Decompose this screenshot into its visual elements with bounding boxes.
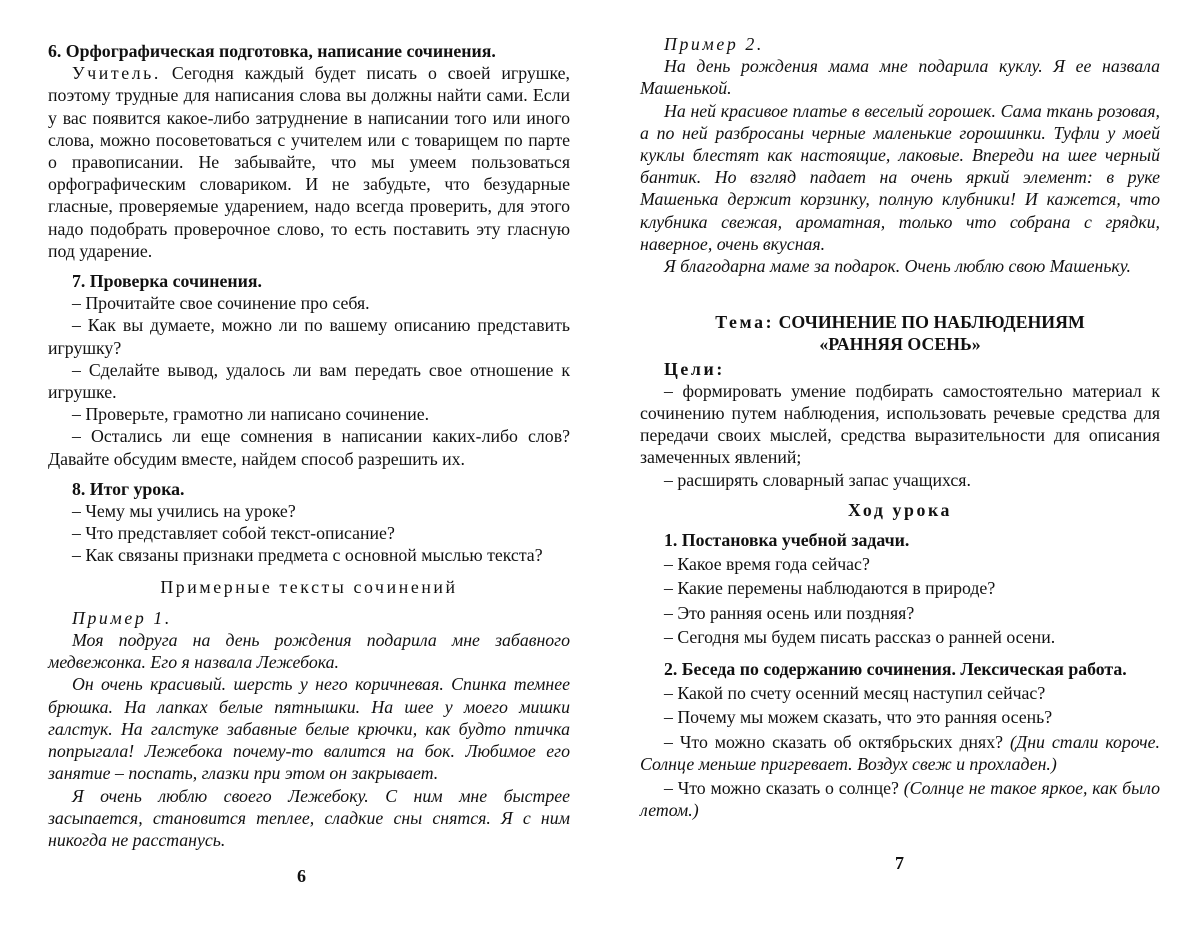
s1-item: – Какое время года сейчас? [664, 554, 870, 575]
s2-question: – Какой по счету осенний месяц наступил сейчас? [664, 683, 1046, 704]
goal-item: – формировать умение подбирать самостоятельно материал к сочинению путем наблюдения, использовать речевые средства для передачи своих мыслей, средства выразительности для описания замеченных явлений; [640, 380, 1160, 468]
goals-label: Цели: [664, 358, 725, 379]
s7-item: – Сделайте вывод, удалось ли вам передать свое отношение к игрушке. [48, 359, 570, 403]
s2-item [640, 706, 1160, 728]
s8-item: – Чему мы учились на уроке? [72, 501, 296, 522]
teacher-label: Учитель. [72, 63, 161, 84]
page-number-right: 7 [895, 853, 904, 873]
example-2-label: Пример 2. [664, 34, 764, 54]
s2-answer: (Дни стали короче. Солнце меньше пригревает. Воздух свеж и прохладен.) [640, 731, 1161, 774]
page-number-left: 6 [297, 866, 306, 886]
right-page [600, 0, 1200, 926]
section-6-heading: 6. Орфографическая подготовка, написание сочинения. [48, 41, 496, 61]
s2-question: – Что можно сказать о солнце? [664, 778, 904, 799]
s2-question: – Что можно сказать об октябрьских днях? [664, 731, 1010, 752]
s2-answer: (Солнце не такое яркое, как было летом.) [640, 778, 1160, 821]
s7-item: – Прочитайте свое сочинение про себя. [72, 293, 370, 314]
right-column [640, 33, 1160, 822]
example-1-paragraph: Я очень люблю своего Лежебоку. С ним мне быстрее засыпается, становится теплее, сладкие сны снятся. Я с ним никогда не расстанусь. [48, 785, 570, 850]
s7-item: – Как вы думаете, можно ли по вашему описанию представить игрушку? [48, 315, 570, 358]
example-2-paragraph: На ней красивое платье в веселый горошек. Сама ткань розовая, а по ней разбросаны черные маленькие горошинки. Туфли у моей куклы блестят как настоящие, лаковые. Впереди на шее черный бантик. Но взгляд падает на очень яркий элемент: в руке Машенька держит корзинку, полную клубники! И кажется, что клубника свежая, ароматная, только что собрана с грядки, наверное, очень вкусная. [640, 100, 1160, 254]
topic-heading-line-2: «РАННЯЯ ОСЕНЬ» [819, 334, 981, 355]
section-1-heading: 1. Постановка учебной задачи. [664, 530, 910, 551]
s7-item: – Остались ли еще сомнения в написании каких-либо слов? Давайте обсудим вместе, найдем способ разрешить их. [48, 426, 570, 469]
s1-item: – Это ранняя осень или поздняя? [664, 602, 915, 623]
topic-title: СОЧИНЕНИЕ ПО НАБЛЮДЕНИЯМ [774, 312, 1085, 333]
s7-item: – Проверьте, грамотно ли написано сочинение. [72, 404, 430, 425]
s2-item [640, 777, 1160, 821]
topic-heading-line-1 [640, 311, 1160, 333]
section-8-heading: 8. Итог урока. [72, 478, 185, 499]
teacher-paragraph [48, 62, 570, 262]
s8-item: – Что представляет собой текст-описание? [72, 523, 395, 544]
s2-question: – Почему мы можем сказать, что это ранняя осень? [664, 707, 1053, 728]
section-2-heading: 2. Беседа по содержанию сочинения. Лексическая работа. [664, 659, 1127, 680]
example-1-paragraph: Моя подруга на день рождения подарила мне забавного медвежонка. Его я назвала Лежебока. [48, 630, 570, 673]
lesson-title: Ход урока [847, 499, 953, 520]
example-2-paragraph: Я благодарна маме за подарок. Очень люблю свою Машеньку. [664, 256, 1131, 277]
s2-item [640, 731, 1160, 775]
samples-title: Примерные тексты сочинений [160, 576, 458, 597]
teacher-text: Сегодня каждый будет писать о своей игрушке, поэтому трудные для написания слова вы должны найти сами. Если у вас появится какое-либо затруднение в написании того или иного слова, можно посоветоваться с учителем или с товарищем по парте о правописании. Не забывайте, что мы умеем пользоваться орфографическим словариком. И не забудьте, что безударные гласные, проверяемые ударением, надо всегда проверить, для этого надо подобрать проверочное слово, то есть поставить эту гласную под ударение. [48, 63, 570, 261]
goal-item: – расширять словарный запас учащихся. [664, 469, 971, 490]
s2-item [640, 682, 1160, 704]
example-2-paragraph: На день рождения мама мне подарила куклу. Я ее назвала Машенькой. [640, 56, 1160, 99]
left-column [48, 40, 570, 851]
example-1-label: Пример 1. [72, 607, 172, 628]
s1-item: – Сегодня мы будем писать рассказ о ранней осени. [664, 626, 1056, 647]
s1-item: – Какие перемены наблюдаются в природе? [664, 578, 996, 599]
section-7-heading: 7. Проверка сочинения. [72, 271, 262, 292]
example-1-paragraph: Он очень красивый. шерсть у него коричневая. Спинка темнее брюшка. На лапках белые пятнышки. На шее у моего мишки галстук. На галстуке забавные белые крючки, как будто птичка попрыгала! Лежебока почему-то валится на бок. Любимое его занятие – поспать, глазки при этом он закрывает. [48, 674, 570, 784]
s8-item: – Как связаны признаки предмета с основной мыслью текста? [72, 545, 543, 566]
topic-label: Тема: [715, 312, 775, 333]
